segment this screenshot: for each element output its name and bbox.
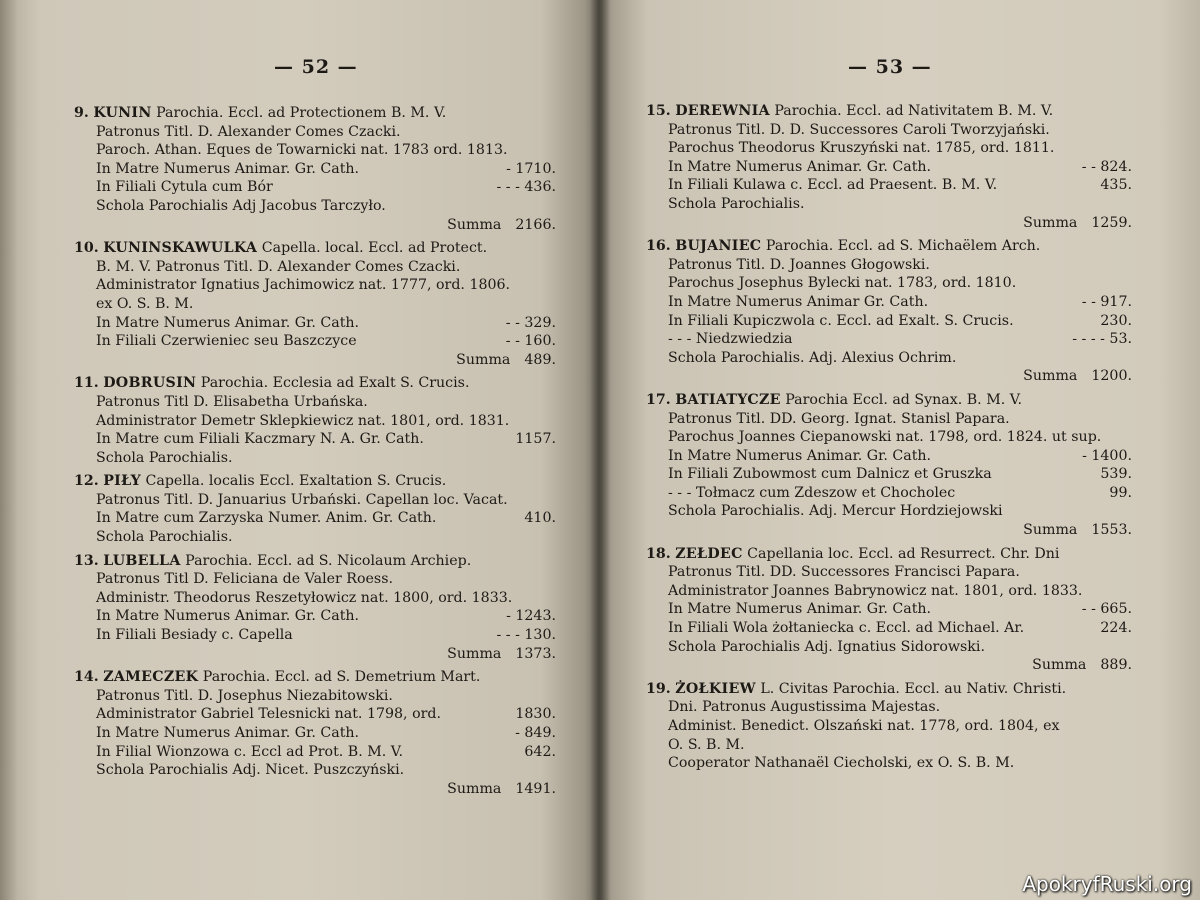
entry-line: Patronus Titl. DD. Georg. Ignat. Stanisl Papara. — [668, 410, 1010, 427]
parish-entry — [74, 374, 560, 467]
entry-heading — [646, 680, 1136, 699]
book-gutter — [590, 0, 610, 900]
entry-line: Schola Parochialis. — [96, 529, 233, 546]
parish-name: DOBRUSIN — [103, 375, 197, 392]
line-text: In Matre cum Zarzyska Numer. Anim. Gr. Cath. — [96, 510, 437, 527]
line-text: In Filiali Kulawa c. Eccl. ad Praesent. B. M. V. — [668, 177, 998, 194]
watermark: ApokryfRuski.org — [1022, 872, 1192, 896]
parish-entry — [646, 545, 1136, 675]
parish-entry — [74, 552, 560, 664]
line-text: In Matre Numerus Animar. Gr. Cath. — [668, 447, 932, 464]
entry-line: ex O. S. B. M. — [96, 295, 194, 312]
left-column — [74, 104, 560, 803]
line-text: In Filiali Wola żołtaniecka c. Eccl. ad Michael. Ar. — [668, 620, 1025, 637]
line-value: - - 917. — [1081, 293, 1132, 310]
entry-line — [646, 447, 1136, 466]
entry-description: Parochia. Eccl. ad S. Demetrium Mart. — [202, 669, 481, 686]
parish-name: DEREWNIA — [675, 103, 770, 119]
summa-label: Summa — [447, 645, 502, 662]
entry-line: Administr. Theodorus Reszetyłowicz nat. 1800, ord. 1833. — [96, 589, 513, 606]
summa-value: 1553. — [1091, 522, 1132, 539]
entry-description: Capellania loc. Eccl. ad Resurrect. Chr. Dni — [747, 545, 1060, 562]
entry-line: Patronus Titl D. Elisabetha Urbańska. — [96, 393, 368, 410]
summa-label: Summa — [1023, 368, 1078, 385]
entry-heading — [646, 102, 1136, 121]
line-text: In Filial Wionzowa c. Eccl ad Prot. B. M. V. — [96, 743, 404, 760]
entry-description: Parochia. Eccl. ad Nativitatem B. M. V. — [774, 103, 1054, 119]
line-value: 99. — [1109, 484, 1132, 501]
page-number-left: — 52 — — [274, 56, 358, 78]
entry-line — [74, 160, 560, 179]
entry-line — [646, 465, 1136, 484]
summa-line — [74, 645, 560, 664]
entry-description: Parochia. Eccl. ad Protectionem B. M. V. — [156, 105, 447, 121]
entry-line — [74, 314, 560, 333]
entry-line: B. M. V. Patronus Titl. D. Alexander Comes Czacki. — [96, 258, 461, 275]
entry-line — [74, 178, 560, 197]
right-column — [646, 102, 1136, 778]
entry-number: 9. — [74, 105, 89, 121]
summa-label: Summa — [1023, 522, 1078, 539]
line-value: - 849. — [515, 725, 556, 741]
parish-name: KUNIN — [93, 105, 152, 121]
entry-line: Patronus Titl. D. Januarius Urbański. Capellan loc. Vacat. — [96, 491, 508, 508]
entry-line — [74, 626, 560, 645]
line-value: - - 329. — [505, 314, 556, 331]
line-text: In Filiali Zubowmost cum Dalnicz et Gruszka — [668, 466, 992, 483]
entry-line: Administrator Joannes Babrynowicz nat. 1801, ord. 1833. — [668, 582, 1083, 599]
line-value: 410. — [524, 510, 556, 527]
entry-description: Capella. localis Eccl. Exaltation S. Crucis. — [145, 473, 447, 490]
entry-line: Schola Parochialis. — [96, 449, 233, 466]
summa-label: Summa — [1032, 657, 1087, 674]
summa-value: 1491. — [515, 780, 556, 797]
summa-value: 889. — [1100, 657, 1132, 674]
entry-line: Administrator Demetr Sklepkiewicz nat. 1801, ord. 1831. — [96, 412, 510, 429]
line-text: - - - Niedzwiedzia — [668, 331, 793, 348]
entry-line: Patronus Titl. DD. Successores Francisci Papara. — [668, 564, 1020, 581]
line-value: 224. — [1100, 620, 1132, 637]
entry-line — [646, 330, 1136, 349]
entry-heading — [74, 239, 560, 258]
entry-heading — [646, 391, 1136, 410]
entry-line — [74, 509, 560, 528]
entry-number: 13. — [74, 552, 99, 569]
entry-line — [646, 176, 1136, 195]
line-value: 539. — [1100, 466, 1132, 483]
entry-heading — [646, 545, 1136, 564]
entry-line: Patronus Titl. D. Joannes Głogowski. — [668, 256, 930, 273]
entry-line: Parochus Joannes Ciepanowski nat. 1798, ord. 1824. ut sup. — [668, 429, 1102, 446]
entry-line — [74, 430, 560, 449]
summa-label: Summa — [456, 351, 511, 368]
entry-line: Patronus Titl. D. Alexander Comes Czacki. — [96, 123, 401, 140]
entry-line: Parochus Josephus Bylecki nat. 1783, ord. 1810. — [668, 275, 1017, 292]
summa-label: Summa — [1023, 214, 1078, 231]
parish-entry — [74, 472, 560, 546]
entry-number: 14. — [74, 669, 99, 686]
entry-number: 10. — [74, 240, 99, 257]
entry-line: Parochus Theodorus Kruszyński nat. 1785, ord. 1811. — [668, 140, 1055, 157]
line-value: - - 665. — [1081, 601, 1132, 618]
summa-value: 1373. — [515, 645, 556, 662]
line-text: In Matre Numerus Animar. Gr. Cath. — [668, 601, 932, 618]
entry-line: Schola Parochialis Adj. Nicet. Puszczyński. — [96, 762, 405, 779]
entry-line — [646, 158, 1136, 177]
entry-description: L. Civitas Parochia. Eccl. au Nativ. Christi. — [760, 680, 1067, 697]
entry-number: 18. — [646, 545, 671, 562]
entry-line: Dni. Patronus Augustissima Majestas. — [668, 699, 941, 716]
line-value: - - 160. — [505, 333, 556, 350]
entry-heading — [74, 552, 560, 571]
parish-entry — [646, 102, 1136, 232]
line-text: In Filiali Kupiczwola c. Eccl. ad Exalt. S. Crucis. — [668, 312, 1014, 329]
parish-entry — [646, 391, 1136, 540]
line-text: Administrator Gabriel Telesnicki nat. 1798, ord. — [96, 706, 441, 723]
summa-value: 1259. — [1091, 214, 1132, 231]
summa-value: 489. — [524, 351, 556, 368]
line-text: In Matre Numerus Animar. Gr. Cath. — [668, 158, 932, 175]
line-text: - - - Tołmacz cum Zdeszow et Chocholec — [668, 484, 956, 501]
line-text: In Filiali Besiady c. Capella — [96, 627, 293, 644]
parish-name: PIŁY — [103, 473, 142, 490]
parish-name: BUJANIEC — [675, 238, 762, 255]
entry-line — [74, 705, 560, 724]
entry-line: Paroch. Athan. Eques de Towarnicki nat. 1783 ord. 1813. — [96, 142, 508, 159]
line-value: - - - - 53. — [1072, 331, 1132, 348]
summa-line — [74, 216, 560, 235]
entry-line: Schola Parochialis. Adj. Alexius Ochrim. — [668, 349, 957, 366]
parish-entry — [646, 237, 1136, 386]
line-text: In Filiali Czerwieniec seu Baszczyce — [96, 333, 357, 350]
line-value: 230. — [1100, 312, 1132, 329]
summa-line — [646, 214, 1136, 233]
entry-heading — [74, 668, 560, 687]
parish-name: KUNINSKAWULKA — [103, 240, 258, 257]
entry-line: Patronus Titl D. Feliciana de Valer Roess. — [96, 571, 393, 588]
entry-line — [646, 293, 1136, 312]
line-text: In Matre Numerus Animar. Gr. Cath. — [96, 314, 360, 331]
entry-description: Parochia. Eccl. ad S. Nicolaum Archiep. — [185, 552, 472, 569]
entry-line — [74, 332, 560, 351]
summa-value: 1200. — [1091, 368, 1132, 385]
entry-line: Schola Parochialis Adj Jacobus Tarczyło. — [96, 197, 386, 214]
entry-heading — [74, 374, 560, 393]
right-page — [598, 0, 1200, 900]
entry-line — [74, 724, 560, 743]
page-number-right: — 53 — — [848, 56, 932, 78]
entry-number: 16. — [646, 238, 671, 255]
summa-line — [646, 656, 1136, 675]
entry-line: O. S. B. M. — [668, 736, 745, 753]
entry-line: Cooperator Nathanaël Ciecholski, ex O. S. B. M. — [668, 755, 1015, 772]
entry-heading — [74, 104, 560, 123]
line-text: In Filiali Cytula cum Bór — [96, 179, 273, 196]
line-text: In Matre Numerus Animar. Gr. Cath. — [96, 725, 360, 741]
line-text: In Matre cum Filiali Kaczmary N. A. Gr. Cath. — [96, 431, 424, 448]
entry-line — [646, 312, 1136, 331]
entry-description: Parochia. Ecclesia ad Exalt S. Crucis. — [200, 375, 470, 392]
line-value: 1157. — [515, 431, 556, 448]
parish-entry — [74, 104, 560, 234]
summa-value: 2166. — [515, 216, 556, 233]
entry-line: Schola Parochialis. — [668, 195, 805, 212]
line-value: 642. — [524, 743, 556, 760]
entry-number: 12. — [74, 473, 99, 490]
summa-line — [646, 521, 1136, 540]
line-text: In Matre Numerus Animar. Gr. Cath. — [96, 608, 360, 625]
entry-number: 15. — [646, 103, 671, 119]
entry-line — [74, 743, 560, 762]
entry-line: Administ. Benedict. Olszański nat. 1778, ord. 1804, ex — [668, 718, 1060, 734]
entry-number: 17. — [646, 391, 671, 408]
parish-name: ZEŁDEC — [675, 545, 743, 562]
entry-heading — [74, 472, 560, 491]
entry-description: Parochia Eccl. ad Synax. B. M. V. — [785, 391, 1023, 408]
summa-line — [646, 367, 1136, 386]
summa-line — [74, 780, 560, 799]
entry-line: Patronus Titl. D. Josephus Niezabitowski. — [96, 687, 393, 704]
line-value: - - - 130. — [496, 627, 556, 644]
line-value: - - - 436. — [496, 179, 556, 196]
line-value: 435. — [1100, 177, 1132, 194]
entry-description: Parochia. Eccl. ad S. Michaëlem Arch. — [765, 238, 1041, 255]
entry-heading — [646, 237, 1136, 256]
line-value: - 1710. — [506, 160, 556, 177]
entry-line — [646, 484, 1136, 503]
parish-entry — [646, 680, 1136, 773]
entry-line: Administrator Ignatius Jachimowicz nat. 1777, ord. 1806. — [96, 277, 511, 294]
line-text: In Matre Numerus Animar Gr. Cath. — [668, 293, 929, 310]
parish-name: LUBELLA — [103, 552, 181, 569]
summa-label: Summa — [447, 780, 502, 797]
line-value: 1830. — [515, 706, 556, 723]
parish-entry — [74, 668, 560, 798]
entry-number: 11. — [74, 375, 99, 392]
parish-name: ZAMECZEK — [103, 669, 199, 686]
parish-name: ŻOŁKIEW — [675, 680, 756, 697]
left-page — [0, 0, 598, 900]
line-text: In Matre Numerus Animar. Gr. Cath. — [96, 160, 360, 177]
line-value: - - 824. — [1081, 158, 1132, 175]
entry-description: Capella. local. Eccl. ad Protect. — [261, 240, 488, 257]
entry-line: Patronus Titl. D. D. Successores Caroli Tworzyjański. — [668, 121, 1050, 138]
parish-entry — [74, 239, 560, 369]
parish-name: BATIATYCZE — [675, 391, 781, 408]
entry-line — [646, 619, 1136, 638]
line-value: - 1400. — [1082, 447, 1132, 464]
entry-number: 19. — [646, 680, 671, 697]
entry-line: Schola Parochialis. Adj. Mercur Hordziejowski — [668, 503, 1003, 520]
entry-line: Schola Parochialis Adj. Ignatius Sidorowski. — [668, 638, 985, 655]
summa-line — [74, 351, 560, 370]
line-value: - 1243. — [506, 608, 556, 625]
summa-label: Summa — [447, 216, 502, 233]
entry-line — [646, 600, 1136, 619]
entry-line — [74, 607, 560, 626]
